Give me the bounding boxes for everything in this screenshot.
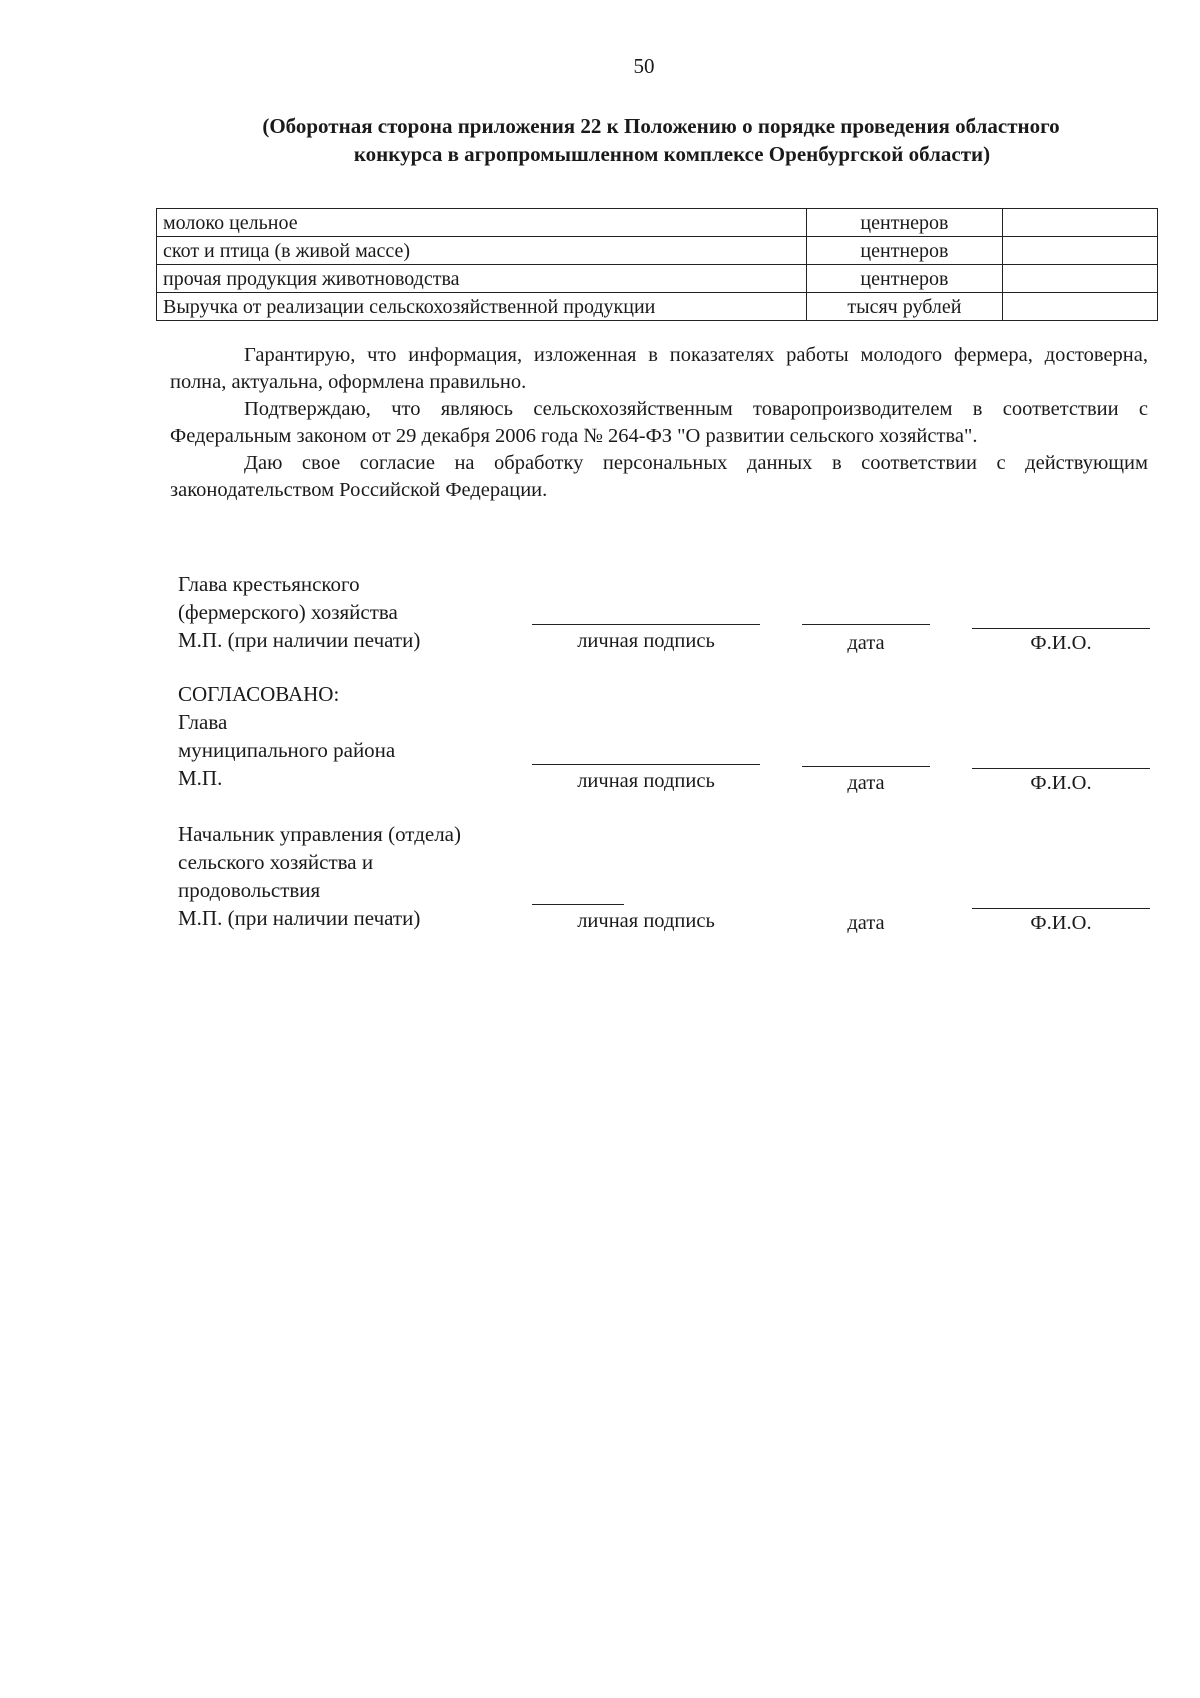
signatory-title-line: муниципального района: [178, 738, 396, 762]
name-line[interactable]: [972, 908, 1150, 909]
signatory-title-line: Начальник управления (отдела): [178, 822, 461, 846]
row-unit: центнеров: [807, 209, 1003, 237]
signature-line[interactable]: [532, 624, 760, 625]
signatory-title-line: Глава крестьянского: [178, 572, 360, 596]
date-caption: дата: [847, 912, 885, 934]
date-caption: дата: [847, 772, 885, 794]
signatory-title-line: (фермерского) хозяйства: [178, 600, 398, 624]
row-name: скот и птица (в живой массе): [157, 237, 807, 265]
header-line-1: (Оборотная сторона приложения 22 к Положению о порядке проведения областного: [262, 114, 1060, 138]
row-value[interactable]: [1002, 293, 1157, 321]
farm-head-signature-block: [178, 570, 420, 654]
row-value[interactable]: [1002, 237, 1157, 265]
row-unit: тысяч рублей: [807, 293, 1003, 321]
row-unit: центнеров: [807, 265, 1003, 293]
signature-caption: личная подпись: [577, 770, 715, 792]
signature-caption: личная подпись: [577, 910, 715, 932]
name-caption: Ф.И.О.: [1030, 912, 1092, 934]
row-value[interactable]: [1002, 265, 1157, 293]
signatory-title-line: Глава: [178, 710, 228, 734]
production-table: [156, 208, 1158, 321]
row-unit: центнеров: [807, 237, 1003, 265]
name-line[interactable]: [972, 768, 1150, 769]
date-caption: дата: [847, 632, 885, 654]
row-name: молоко цельное: [157, 209, 807, 237]
document-header: [150, 112, 1150, 168]
table-row: [157, 209, 1158, 237]
signatory-title-line: М.П. (при наличии печати): [178, 628, 421, 652]
confirmation-paragraph: Подтверждаю, что являюсь сельскохозяйственным товаропроизводителем в соответствии с Федеральным законом от 29 декабря 2006 года № 264-ФЗ "О развитии сельского хозяйства".: [170, 398, 1148, 447]
signatory-title-line: М.П.: [178, 766, 223, 790]
page-number: 50: [633, 54, 655, 78]
signatory-title-line: продовольствия: [178, 878, 321, 902]
name-caption: Ф.И.О.: [1030, 772, 1092, 794]
signature-line[interactable]: [532, 764, 760, 765]
date-line[interactable]: [802, 766, 930, 767]
signatory-title-line: М.П. (при наличии печати): [178, 906, 421, 930]
signatory-title-line: сельского хозяйства и: [178, 850, 374, 874]
name-line[interactable]: [972, 628, 1150, 629]
name-caption: Ф.И.О.: [1030, 632, 1092, 654]
table-row: [157, 265, 1158, 293]
guarantee-paragraph: Гарантирую, что информация, изложенная в показателях работы молодого фермера, достоверна, полна, актуальна, оформлена правильно.: [170, 344, 1148, 393]
signature-caption: личная подпись: [577, 630, 715, 652]
district-head-signature-block: [178, 680, 395, 792]
row-name: прочая продукция животноводства: [157, 265, 807, 293]
agriculture-head-signature-block: [178, 820, 461, 932]
approval-label: СОГЛАСОВАНО:: [178, 682, 340, 706]
table-row: [157, 237, 1158, 265]
row-name: Выручка от реализации сельскохозяйственной продукции: [157, 293, 807, 321]
header-line-2: конкурса в агропромышленном комплексе Оренбургской области): [353, 142, 991, 166]
declaration-text: [170, 342, 1148, 504]
row-value[interactable]: [1002, 209, 1157, 237]
signature-line[interactable]: [532, 904, 624, 905]
date-line[interactable]: [802, 624, 930, 625]
table-row: [157, 293, 1158, 321]
consent-paragraph: Даю свое согласие на обработку персональных данных в соответствии с действующим законодательством Российской Федерации.: [170, 452, 1148, 501]
